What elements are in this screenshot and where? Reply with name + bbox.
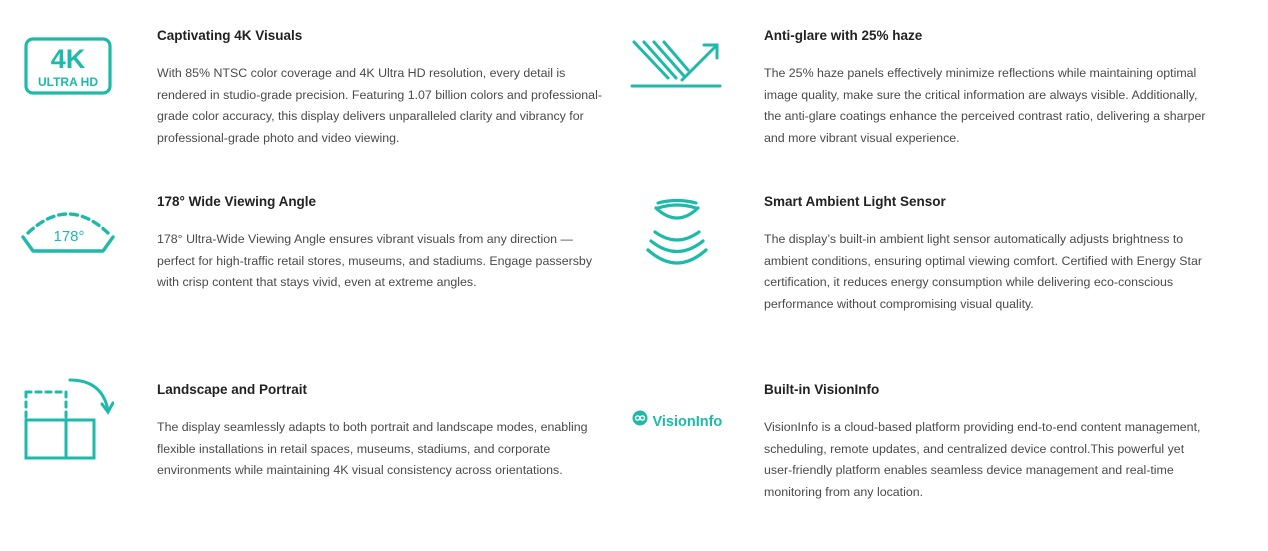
viewing-angle-icon-label: 178°: [53, 228, 85, 245]
rotate-screen-icon: [22, 376, 114, 462]
feature-description: The display seamlessly adapts to both portrait and landscape modes, enabling flexible installations in retail spaces, museums, stadiums, and corporate environments while maintaining 4K visual consistency across orientations.: [157, 420, 588, 478]
4k-icon-label: 4K: [50, 44, 86, 74]
feature-anti-glare: [620, 0, 1268, 170]
feature-title: Captivating 4K Visuals: [157, 28, 303, 43]
feature-description: With 85% NTSC color coverage and 4K Ultra HD resolution, every detail is rendered in studio-grade precision. Featuring 1.07 billion colors and professional-grade color accuracy, this display delivers unparalleled clarity and vibrancy for professional-grade photo and video viewing.: [157, 66, 602, 146]
visioninfo-logo-icon: [632, 410, 722, 431]
feature-description: VisionInfo is a cloud-based platform providing end-to-end content management, scheduling, remote updates, and centralized device control.This powerful yet user-friendly platform enables seamless device management and real-time monitoring from any location.: [764, 420, 1201, 500]
feature-description: 178° Ultra-Wide Viewing Angle ensures vibrant visuals from any direction — perfect for high-traffic retail stores, museums, and stadiums. Engage passersby with crisp content that stays vivid, even at extreme angles.: [157, 232, 593, 290]
feature-light-sensor: [620, 170, 1268, 350]
feature-4k-visuals: [0, 0, 620, 170]
feature-title: Anti-glare with 25% haze: [764, 28, 923, 43]
visioninfo-logo-text: VisionInfo: [652, 414, 723, 430]
anti-glare-icon: [630, 40, 722, 90]
ultra-hd-icon-label: ULTRA HD: [38, 75, 98, 89]
feature-description: The 25% haze panels effectively minimize reflections while maintaining optimal image quality, make sure the critical information are always visible. Additionally, the anti-glare coatings enhance the perceived contrast ratio, delivering a sharper and more vibrant visual experience.: [764, 66, 1206, 146]
viewing-angle-icon: [20, 205, 116, 259]
feature-title: 178° Wide Viewing Angle: [157, 194, 317, 209]
feature-title: Built-in VisionInfo: [764, 382, 880, 397]
feature-viewing-angle: [0, 170, 620, 350]
feature-description: The display’s built-in ambient light sensor automatically adjusts brightness to ambient conditions, ensuring optimal viewing comfort. Certified with Energy Star certification, it reduces energy consumption while delivering eco-conscious performance without compromising visual quality.: [764, 232, 1203, 312]
feature-visioninfo: [620, 350, 1268, 551]
feature-landscape-portrait: [0, 350, 620, 551]
visioninfo-mark-icon: [632, 410, 648, 426]
feature-title: Landscape and Portrait: [157, 382, 308, 397]
4k-ultra-hd-icon: [24, 37, 112, 95]
light-sensor-icon: [646, 198, 708, 268]
feature-title: Smart Ambient Light Sensor: [764, 194, 946, 209]
